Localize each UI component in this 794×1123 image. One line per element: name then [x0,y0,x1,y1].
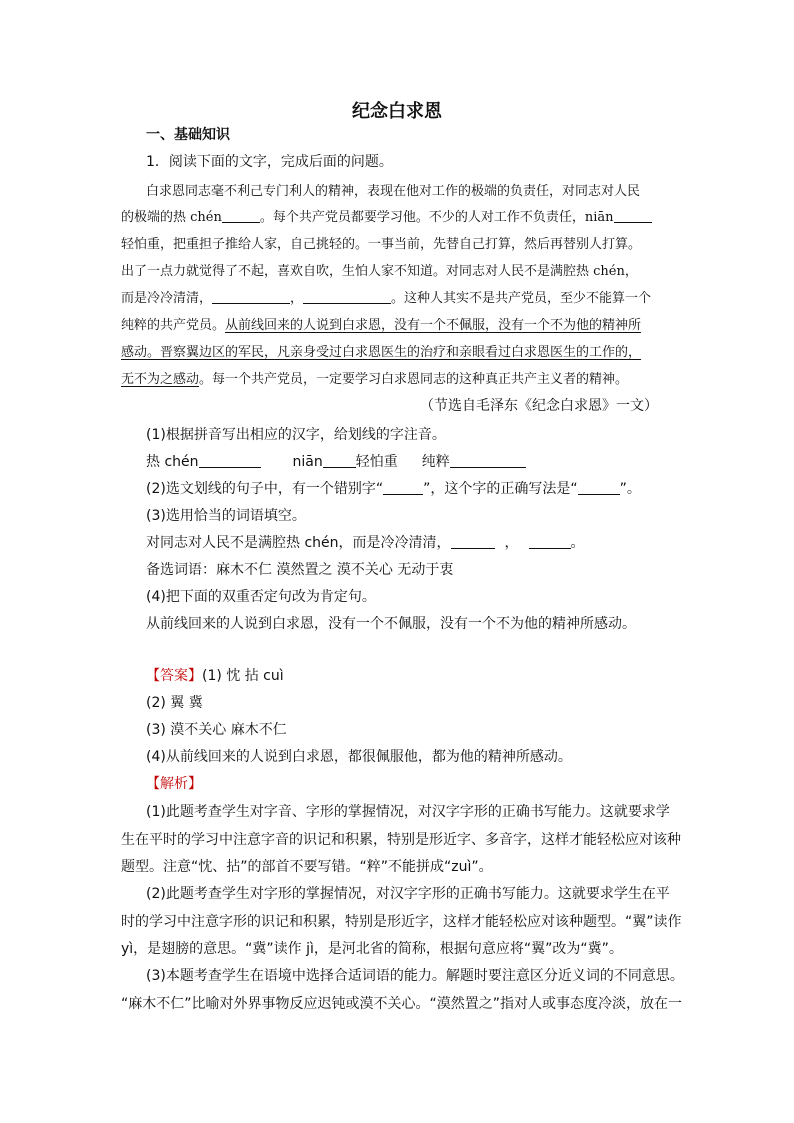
analysis-line: (3)本题考查学生在语境中选择合适词语的能力。解题时要注意区分近义词的不同意思。 [146,968,684,984]
passage-text: 。每个共产党员都要学习他。不少的人对工作不负责任，niān [259,210,614,225]
fill-blank [451,534,495,549]
sub-question-1: (1)根据拼音写出相应的汉字，给划线的字注音。 [146,427,446,443]
passage-line: 出了一点力就觉得了不起，喜欢自吹，生怕人家不知道。对同志对人民不是满腔热 chén， [121,264,638,279]
passage-text: ， [290,291,304,306]
section-heading: 一、基础知识 [146,127,230,143]
analysis-line: yì，是翅膀的意思。“冀”读作 jì，是河北省的简称，根据句意应将“翼”改为“冀”。 [121,941,623,957]
item-text: 热 chén [146,454,199,470]
sub-question-2 [146,478,641,498]
sub-question-3-options: 备选词语：麻木不仁 漠然置之 漠不关心 无动于衷 [146,562,454,578]
passage-text: 的极端的热 chén [121,210,222,225]
answer-line: (4)从前线回来的人说到白求恩，都很佩服他，都为他的精神所感动。 [146,749,572,765]
item-text: niān [292,454,323,470]
item-text: 。 [570,535,585,551]
question-prompt: 1．阅读下面的文字，完成后面的问题。 [146,154,393,170]
fill-blank [450,453,526,468]
passage-line [121,206,652,225]
sub-question-4-sentence: 从前线回来的人说到白求恩，没有一个不佩服，没有一个不为他的精神所感动。 [146,616,636,632]
fill-blank [199,453,261,468]
analysis-label: 【解析】 [146,776,202,792]
answer-line [146,665,284,685]
sub-question-3-sentence [146,532,585,552]
analysis-line: 时的学习中注意字形的识记和积累，特别是形近字，这样才能轻松应对该种题型。“翼”读作 [121,914,682,930]
analysis-line: “麻木不仁”比喻对外界事物反应迟钝或漠不关心。“漠然置之”指对人或事态度冷淡，放在一 [121,996,683,1012]
passage-line [121,368,628,387]
underlined-sentence: 无不为之感动 [121,372,200,387]
passage-line: 轻怕重，把重担子推给人家，自己挑轻的。一事当前，先替自己打算，然后再替别人打算。 [121,237,642,252]
passage-line: 白求恩同志毫不利己专门利人的精神，表现在他对工作的极端的负责任，对同志对人民 [146,184,641,199]
passage-line [121,314,641,333]
fill-blank [303,289,391,304]
passage-line [121,341,641,360]
passage-text: 。这种人其实不是共产党员，至少不能算一个 [391,291,652,306]
document-title: 纪念白求恩 [352,101,442,122]
item-text: ”，这个字的正确写法是“ [423,481,578,497]
underlined-sentence: 感动 [121,345,148,360]
answer-line: (2) 翼 冀 [146,695,203,711]
fill-blank [578,480,620,495]
sub-question-3: (3)选用恰当的词语填空。 [146,508,306,524]
item-text: ”。 [619,481,641,497]
analysis-line: (1)此题考查学生对字音、字形的掌握情况，对汉字字形的正确书写能力。这就要求学 [146,804,670,820]
passage-source: （节选自毛泽东《纪念白求恩》一文） [420,398,658,414]
answer-text: (1) 忱 拈 cuì [202,668,284,684]
answer-label: 【答案】 [146,668,202,684]
item-text: ， [504,535,519,551]
sub-question-4: (4)把下面的双重否定句改为肯定句。 [146,589,376,605]
item-text: 对同志对人民不是满腔热 chén，而是冷冷清清， [146,535,451,551]
sub-question-1-items [146,451,526,471]
fill-blank [383,480,423,495]
passage-text: 而是冷冷清清， [121,291,213,306]
item-text: 轻怕重 [355,454,398,470]
item-text: 纯粹 [421,454,450,470]
fill-blank [222,208,260,223]
passage-text: 纯粹的共产党员。 [121,318,226,333]
item-text: (2)选文划线的句子中，有一个错别字“ [146,481,384,497]
fill-blank [323,453,356,468]
underlined-sentence: 。晋察翼边区的军民，凡亲身受过白求恩医生的治疗和亲眼看过白求恩医生的工作的， [147,345,642,360]
analysis-line: 生在平时的学习中注意字音的识记和积累，特别是形近字、多音字，这样才能轻松应对该种 [121,832,681,848]
passage-line [121,287,651,306]
analysis-line: (2)此题考查学生对字形的掌握情况，对汉字字形的正确书写能力。这就要求学生在平 [146,886,670,902]
answer-line: (3) 漠不关心 麻木不仁 [146,722,287,738]
fill-blank [212,289,290,304]
analysis-line: 题型。注意“忱、拈”的部首不要写错。“粹”不能拼成“zuì”。 [121,859,493,875]
passage-text: 。每一个共产党员，一定要学习白求恩同志的这种真正共产主义者的精神。 [199,372,629,387]
fill-blank [529,534,571,549]
underlined-sentence: 从前线回来的人说到白求恩，没有一个不佩服，没有一个不为他的精神所 [225,318,642,333]
fill-blank [614,208,652,223]
